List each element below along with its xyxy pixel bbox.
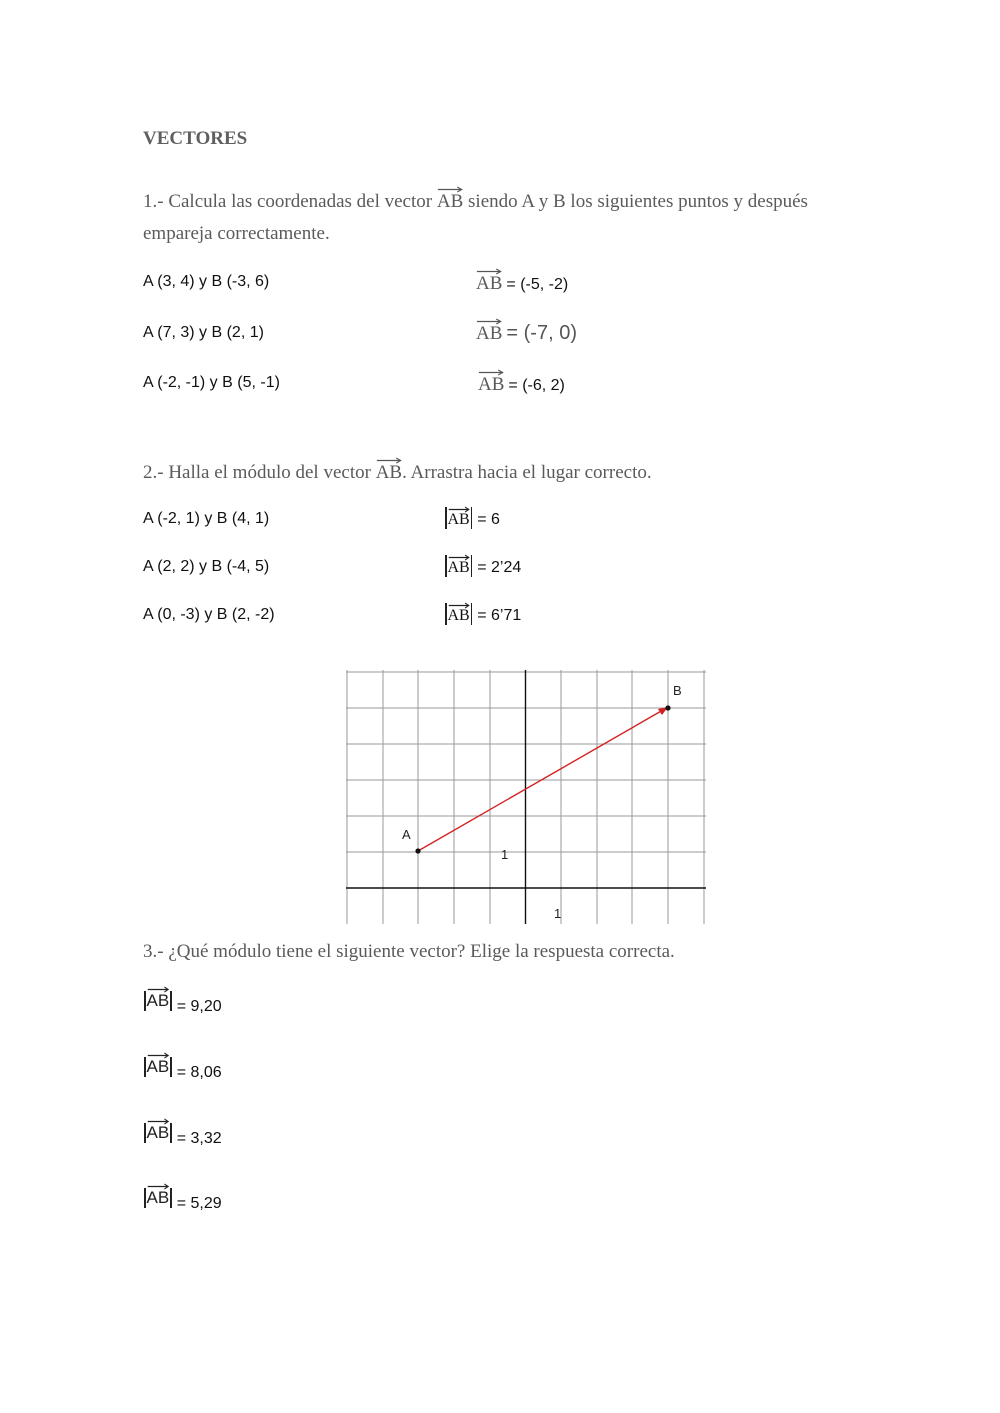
vector-ab-symbol: AB: [376, 457, 402, 482]
q2-answer-2[interactable]: AB = 2’24: [444, 554, 521, 577]
q3-option-4[interactable]: AB = 5,29: [143, 1183, 222, 1208]
vector-ab-symbol: AB: [437, 186, 463, 211]
question-1-text-start: 1.- Calcula las coordenadas del vector: [143, 191, 437, 212]
question-2-text: 2.- Halla el módulo del vector AB. Arrastra hacia el lugar correcto.: [143, 457, 652, 489]
vector-ab-symbol: AB: [448, 506, 470, 528]
vector-ab-symbol: AB: [147, 1052, 170, 1075]
vector-ab-symbol: AB: [147, 986, 170, 1009]
vector-ab-symbol: AB: [147, 1118, 170, 1141]
q1-answer-2[interactable]: AB = (-7, 0): [476, 318, 577, 345]
point-a: [415, 848, 420, 853]
point-b-label: B: [673, 683, 682, 698]
question-1-text: [143, 186, 823, 250]
vector-ab-symbol: AB: [476, 318, 502, 343]
tick-label-x: 1: [554, 906, 562, 921]
point-b: [665, 705, 670, 710]
q3-option-2[interactable]: AB = 8,06: [143, 1052, 222, 1077]
page-title: VECTORES: [143, 128, 248, 149]
vector-ab-symbol: AB: [476, 268, 502, 293]
question-3-text: 3.- ¿Qué módulo tiene el siguiente vector? Elige la respuesta correcta.: [143, 941, 675, 962]
q3-option-1[interactable]: AB = 9,20: [143, 986, 222, 1011]
q1-answer-1[interactable]: AB = (-5, -2): [476, 268, 568, 294]
q1-points-1[interactable]: A (3, 4) y B (-3, 6): [143, 273, 270, 290]
vector-ab-symbol: AB: [147, 1183, 170, 1206]
q1-answer-3[interactable]: AB = (-6, 2): [478, 369, 565, 395]
tick-label-y: 1: [501, 847, 509, 862]
q1-points-3[interactable]: A (-2, -1) y B (5, -1): [143, 374, 280, 391]
point-a-label: A: [402, 827, 411, 842]
vector-graph: [346, 670, 706, 924]
q2-points-3[interactable]: A (0, -3) y B (2, -2): [143, 606, 275, 623]
q1-points-2[interactable]: A (7, 3) y B (2, 1): [143, 324, 264, 341]
q2-points-1[interactable]: A (-2, 1) y B (4, 1): [143, 510, 270, 527]
q2-points-2[interactable]: A (2, 2) y B (-4, 5): [143, 558, 270, 575]
vector-ab-symbol: AB: [448, 554, 470, 576]
vector-ab-symbol: AB: [478, 369, 504, 394]
q2-answer-1[interactable]: AB = 6: [444, 506, 500, 529]
question-1-text-end: siendo A y B los siguientes puntos y después empareja correctamente.: [143, 191, 808, 244]
q2-answer-3[interactable]: AB = 6’71: [444, 602, 521, 625]
vector-ab-symbol: AB: [448, 602, 470, 624]
q3-option-3[interactable]: AB = 3,32: [143, 1118, 222, 1143]
